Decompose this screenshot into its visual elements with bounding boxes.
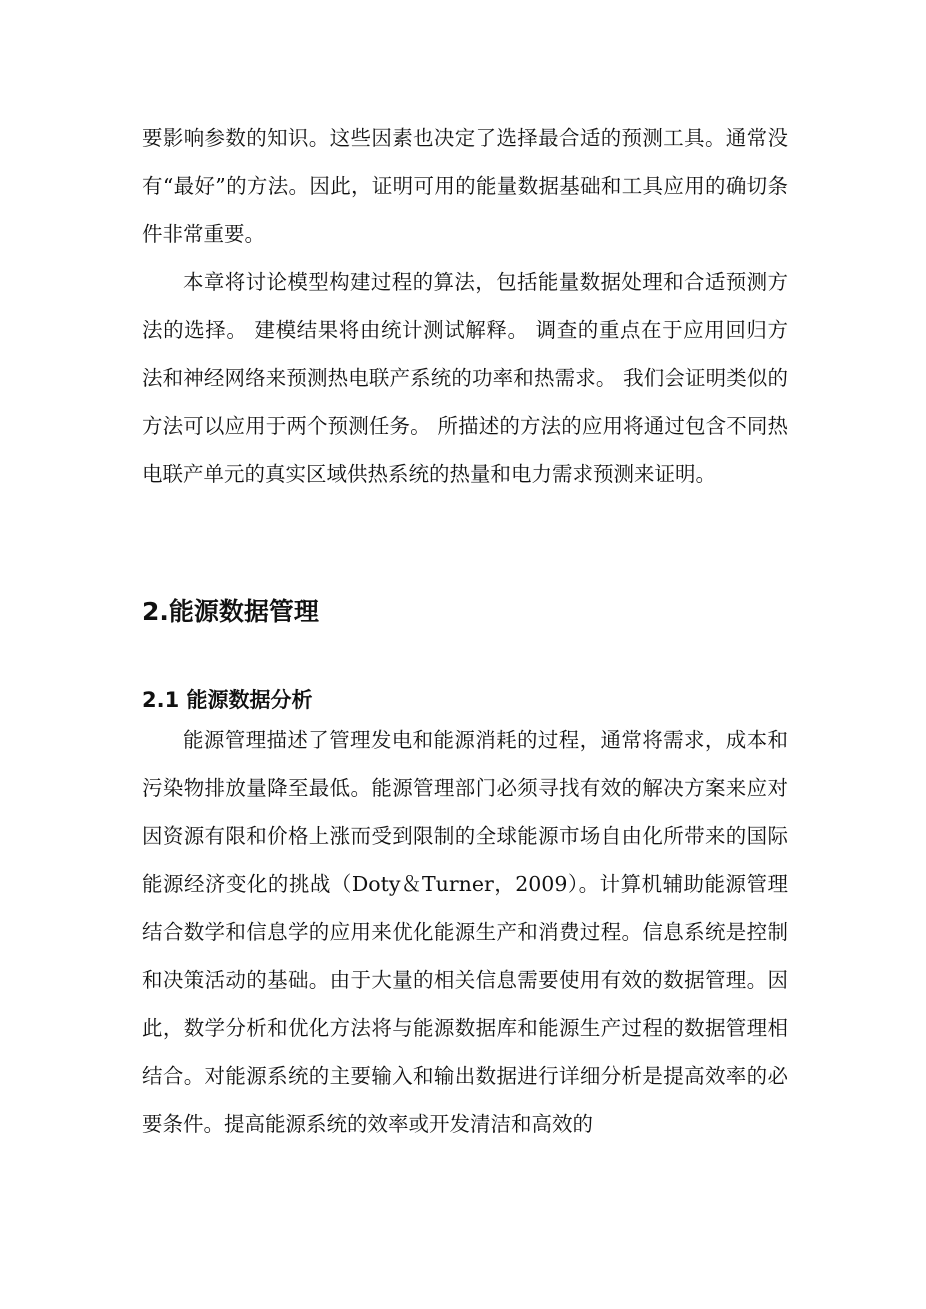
body-paragraph-3: 能源管理描述了管理发电和能源消耗的过程，通常将需求，成本和污染物排放量降至最低。能源管理部门必须寻找有效的解决方案来应对因资源有限和价格上涨而受到限制的全球能源市场自由化所带来的国际能源经济变化的挑战（Doty＆Turner，2009）。计算机辅助能源管理结合数学和信息学的应用来优化能源生产和消费过程。信息系统是控制和决策活动的基础。由于大量的相关信息需要使用有效的数据管理。因此，数学分析和优化方法将与能源数据库和能源生产过程的数据管理相结合。对能源系统的主要输入和输出数据进行详细分析是提高效率的必要条件。提高能源系统的效率或开发清洁和高效的 — [142, 728, 788, 1136]
body-paragraph-2: 本章将讨论模型构建过程的算法，包括能量数据处理和合适预测方法的选择。 建模结果将由统计测试解释。 调查的重点在于应用回归方法和神经网络来预测热电联产系统的功率和热需求。 我们会证明类似的方法可以应用于两个预测任务。 所描述的方法的应用将通过包含不同热电联产单元的真实区域供热系统的热量和电力需求预测来证明。 — [142, 270, 788, 486]
body-paragraph-1: 要影响参数的知识。这些因素也决定了选择最合适的预测工具。通常没有“最好”的方法。因此，证明可用的能量数据基础和工具应用的确切条件非常重要。 — [142, 126, 788, 246]
subsection-heading: 2.1 能源数据分析 — [142, 688, 313, 712]
section-heading: 2.能源数据管理 — [142, 597, 319, 626]
